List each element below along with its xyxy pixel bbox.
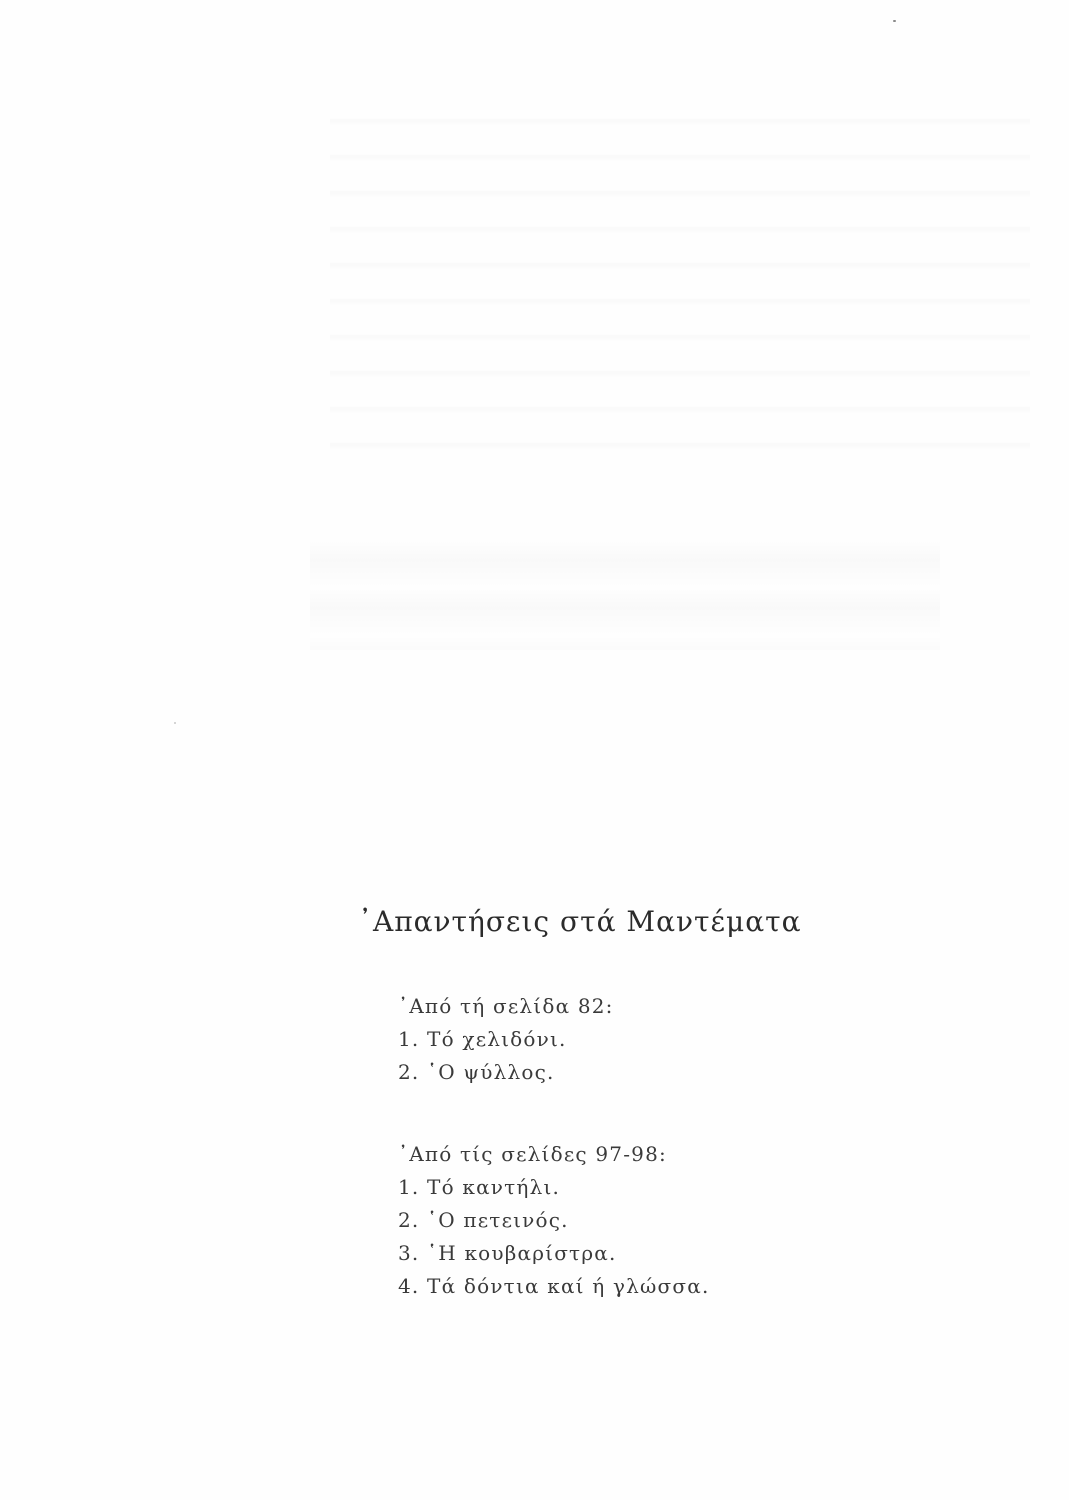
answer-item: 2. ῾Ο ψύλλος.: [398, 1060, 555, 1084]
answer-item: 1. Τό καντήλι.: [398, 1175, 561, 1199]
bleed-through-texture: [0, 0, 1069, 700]
paper-speck: [174, 722, 176, 724]
section-heading: ᾿Από τή σελίδα 82:: [398, 994, 614, 1018]
answer-item: 2. ῾Ο πετεινός.: [398, 1208, 569, 1232]
answers-section: [398, 990, 614, 1089]
page-title: ᾿Απαντήσεις στά Μαντέματα: [358, 905, 802, 938]
answer-item: 1. Τό χελιδόνι.: [398, 1027, 567, 1051]
bleed-through-heading: [310, 540, 940, 650]
answer-item: 4. Τά δόντια καί ή γλώσσα.: [398, 1274, 710, 1298]
paper-speck: [893, 20, 896, 22]
bleed-through-paragraph: [330, 90, 1030, 470]
section-heading: ᾿Από τίς σελίδες 97-98:: [398, 1142, 667, 1166]
answers-section: [398, 1138, 710, 1303]
answer-item: 3. ῾Η κουβαρίστρα.: [398, 1241, 617, 1265]
